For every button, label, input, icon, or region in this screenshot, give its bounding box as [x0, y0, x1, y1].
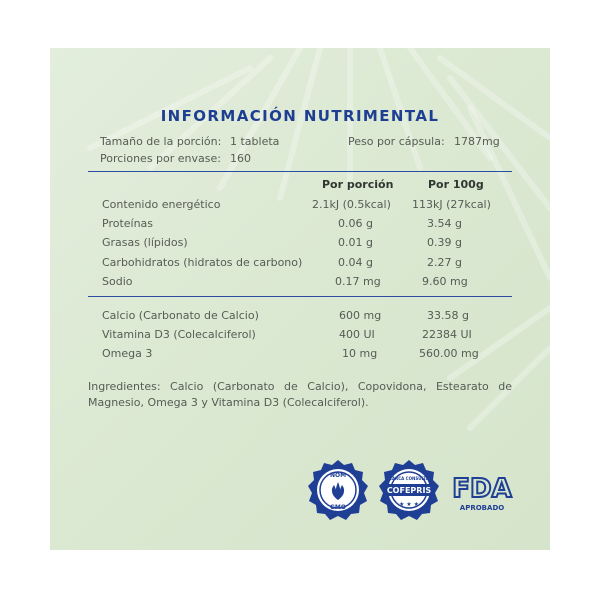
row-per-serving: 0.06 g: [338, 217, 373, 230]
row-name: Contenido energético: [102, 198, 221, 211]
divider-middle: [88, 296, 512, 297]
row-per-100g: 0.39 g: [427, 236, 462, 249]
page-title: INFORMACIÓN NUTRIMENTAL: [160, 107, 440, 125]
fda-approved-label: APROBADO: [459, 504, 505, 512]
row-per-100g: 9.60 mg: [422, 275, 468, 288]
cofepris-badge: [377, 458, 441, 522]
row-name: Carbohidratos (hidratos de carbono): [102, 256, 303, 269]
row-per-100g: 3.54 g: [427, 217, 462, 230]
weight-value: 1787mg: [454, 135, 500, 148]
ingredients-text: Ingredientes: Calcio (Carbonato de Calcio), Copovidona, Estearato de Magnesio, Omega 3 y Vitamina D3 (Colecalciferol).: [88, 380, 512, 409]
serving-size-value: 1 tableta: [230, 135, 280, 148]
row-per-100g: 33.58 g: [427, 309, 469, 322]
row-per-serving: 2.1kJ (0.5kcal): [312, 198, 391, 211]
row-name: Grasas (lípidos): [102, 236, 188, 249]
fda-badge: [450, 466, 514, 516]
nom-gmo-badge: [306, 458, 370, 522]
cofepris-label: COFEPRIS: [386, 486, 432, 495]
serving-size-label: Tamaño de la porción:: [100, 135, 222, 148]
divider-top: [88, 171, 512, 172]
row-per-serving: 10 mg: [342, 347, 378, 360]
nom-label: NOM: [329, 472, 347, 479]
row-name: Sodio: [102, 275, 133, 288]
weight-label: Peso por cápsula:: [348, 135, 445, 148]
row-per-serving: 0.01 g: [338, 236, 373, 249]
row-per-serving: 600 mg: [339, 309, 382, 322]
row-per-100g: 113kJ (27kcal): [412, 198, 491, 211]
row-name: Proteínas: [102, 217, 154, 230]
nutrition-panel: [50, 48, 550, 550]
header-per-100g: Por 100g: [428, 178, 484, 191]
row-per-100g: 22384 UI: [422, 328, 472, 341]
row-name: Omega 3: [102, 347, 153, 360]
row-per-serving: 400 UI: [339, 328, 375, 341]
cofepris-top-label: CARCA CONSULTA: [389, 476, 429, 481]
row-per-serving: 0.17 mg: [335, 275, 381, 288]
servings-per-package-label: Porciones por envase:: [100, 152, 221, 165]
servings-per-package-value: 160: [230, 152, 251, 165]
row-name: Calcio (Carbonato de Calcio): [102, 309, 259, 322]
row-per-100g: 2.27 g: [427, 256, 462, 269]
gmo-label: GMO: [330, 504, 346, 511]
header-per-serving: Por porción: [322, 178, 394, 191]
star-icon: ★ ★ ★: [399, 501, 419, 508]
fda-logo: FDA: [452, 474, 512, 504]
row-per-serving: 0.04 g: [338, 256, 373, 269]
row-name: Vitamina D3 (Colecalciferol): [102, 328, 256, 341]
row-per-100g: 560.00 mg: [419, 347, 479, 360]
